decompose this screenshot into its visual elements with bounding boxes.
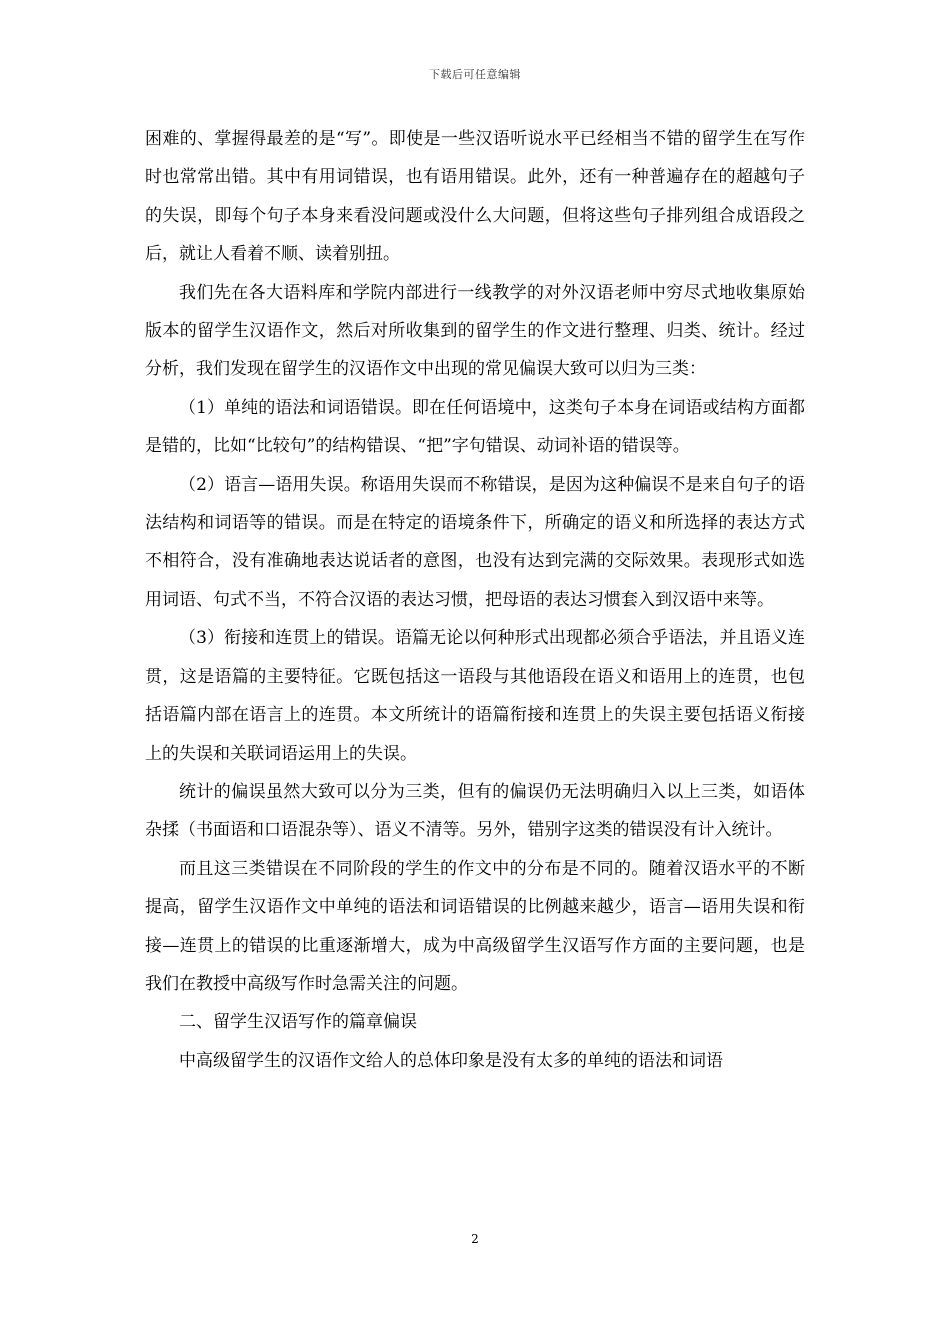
paragraph-distribution: 而且这三类错误在不同阶段的学生的作文中的分布是不同的。随着汉语水平的不断提高，留学生汉语作文中单纯的语法和词语错误的比例越来越少，语言—语用失误和衔接—连贯上的错误的比重逐渐增大，成为中高级留学生汉语写作方面的主要问题，也是我们在教授中高级写作时急需关注的问题。 xyxy=(145,858,805,994)
paragraph-continuation: 困难的、掌握得最差的是“写”。即使是一些汉语听说水平已经相当不错的留学生在写作时也常常出错。其中有用词错误，也有语用错误。此外，还有一种普遍存在的超越句子的失误，即每个句子本身来看没问题或没什么大问题，但将这些句子排列组合成语段之后，就让人看着不顺、读着别扭。 xyxy=(145,129,805,265)
section-heading: 二、留学生汉语写作的篇章偏误 xyxy=(179,1012,417,1033)
paragraph-statistics-note: 统计的偏误虽然大致可以分为三类，但有的偏误仍无法明确归入以上三类，如语体杂揉（书面语和口语混杂等）、语义不清等。另外，错别字这类的错误没有计入统计。 xyxy=(145,781,805,841)
document-body xyxy=(145,120,805,1080)
paragraph-category-3: （3）衔接和连贯上的错误。语篇无论以何种形式出现都必须合乎语法，并且语义连贯，这是语篇的主要特征。它既包括这一语段与其他语段在语义和语用上的连贯，也包括语篇内部在语言上的连贯。本文所统计的语篇衔接和连贯上的失误主要包括语义衔接上的失误和关联词语运用上的失误。 xyxy=(145,628,805,764)
paragraph-category-1: （1）单纯的语法和词语错误。即在任何语境中，这类句子本身在词语或结构方面都是错的，比如“比较句”的结构错误、“把”字句错误、动词补语的错误等。 xyxy=(145,397,805,457)
paragraph-data-collection: 我们先在各大语料库和学院内部进行一线教学的对外汉语老师中穷尽式地收集原始版本的留学生汉语作文，然后对所收集到的留学生的作文进行整理、归类、统计。经过分析，我们发现在留学生的汉语作文中出现的常见偏误大致可以归为三类： xyxy=(145,282,805,380)
paragraph-category-2: （2）语言—语用失误。称语用失误而不称错误，是因为这种偏误不是来自句子的语法结构和词语等的错误。而是在特定的语境条件下，所确定的语义和所选择的表达方式不相符合，没有准确地表达说话者的意图，也没有达到完满的交际效果。表现形式如选用词语、句式不当，不符合汉语的表达习惯，把母语的表达习惯套入到汉语中来等。 xyxy=(145,474,805,610)
page-number: 2 xyxy=(471,1232,479,1246)
paragraph-section-intro: 中高级留学生的汉语作文给人的总体印象是没有太多的单纯的语法和词语 xyxy=(179,1050,723,1071)
page-header: 下载后可任意编辑 xyxy=(429,68,521,81)
